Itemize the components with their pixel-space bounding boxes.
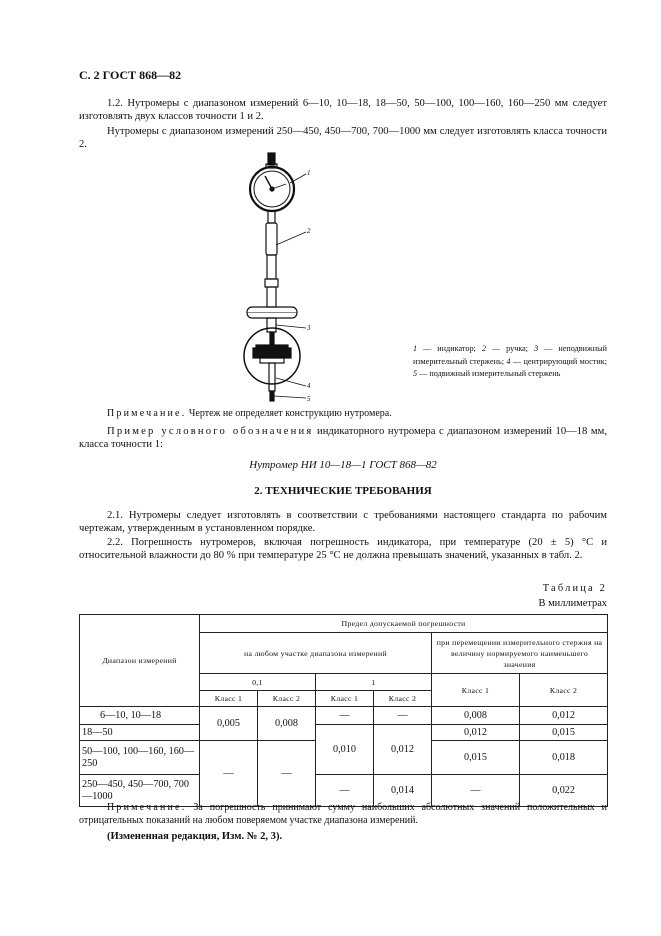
table-units: В миллиметрах: [538, 598, 607, 609]
row3-4-01-cls1: —: [200, 741, 258, 807]
designation: Нутромер НИ 10—18—1 ГОСТ 868—82: [249, 459, 437, 471]
example-paragraph: [79, 425, 607, 452]
header-move-class2: Класс 2: [520, 674, 608, 707]
row2-3-1-cls1: 0,010: [316, 725, 374, 775]
header-move-class1: Класс 1: [432, 674, 520, 707]
figure-label-3: 3: [307, 324, 311, 332]
header-move: при перемещении измерительного стержня на величину нормируемого наименьшего значения: [432, 633, 608, 674]
caption-text-5: — подвижный измерительный стержень: [417, 369, 561, 379]
note-1: [107, 407, 607, 420]
paragraph-1-2-b: Нутромеры с диапазоном измерений 250—450, 450—700, 700—1000 мм следует изготовлять класса точности 2.: [79, 126, 607, 151]
header-1: 1: [316, 674, 432, 691]
header-01-class1: Класс 1: [200, 691, 258, 707]
bore-gauge-drawing: [236, 148, 320, 406]
header-range: Диапазон измерений: [80, 615, 200, 707]
row2-3-1-cls2: 0,012: [374, 725, 432, 775]
caption-num-4: 4: [506, 356, 511, 366]
caption-text-3: — неподвижный измерительный стержень;: [413, 344, 607, 366]
caption-text-4: — центрирующий мостик;: [510, 356, 607, 366]
paragraph-1-2-a: 1.2. Нутромеры с диапазоном измерений 6—10, 10—18, 18—50, 50—100, 100—160, 160—250 мм следует изготовлять двух классов точности 1 и 2.: [79, 98, 607, 123]
page-header: С. 2 ГОСТ 868—82: [79, 68, 182, 82]
paragraph-2-1: 2.1. Нутромеры следует изготовлять в соответствии с требованиями настоящего стандарта по рабочим чертежам, утвержденным в установленном порядке.: [79, 510, 607, 535]
row2-move-cls1: 0,012: [432, 725, 520, 741]
row2-move-cls2: 0,015: [520, 725, 608, 741]
row4-1-cls1: —: [316, 775, 374, 807]
section-title: 2. ТЕХНИЧЕСКИЕ ТРЕБОВАНИЯ: [254, 485, 432, 497]
row3-4-01-cls2: —: [258, 741, 316, 807]
header-01-class2: Класс 2: [258, 691, 316, 707]
example-text: индикаторного нутромера с диапазоном измерений 10—18 мм, класса точности 1:: [79, 426, 607, 451]
row4-move-cls2: 0,022: [520, 775, 608, 807]
caption-num-1: 1: [413, 344, 418, 353]
header-limit: Предел допускаемой погрешности: [200, 615, 608, 633]
row1-2-01-cls1: 0,005: [200, 707, 258, 741]
row1-1-cls1: —: [316, 707, 374, 725]
row3-move-cls1: 0,015: [432, 741, 520, 775]
row2-range: 18—50: [80, 725, 200, 741]
figure-label-4: 4: [307, 382, 311, 390]
caption-text-2: — ручка;: [485, 344, 535, 353]
note-2-text: За погрешность принимают сумму наибольших абсолютных значений положительных и отрицательных показаний на любом поверяемом участке диапазона измерений.: [79, 802, 607, 827]
row3-range: 50—100, 100—160, 160—250: [80, 741, 200, 775]
figure-label-1: 1: [307, 169, 311, 177]
edition-note: (Измененная редакция, Изм. № 2, 3).: [107, 831, 283, 842]
figure-caption: [413, 343, 607, 381]
table-label: Таблица 2: [542, 583, 607, 594]
row4-range: 250—450, 450—700, 700—1000: [80, 775, 200, 807]
note-1-label: Примечание.: [107, 408, 187, 419]
example-label: Пример условного обозначения: [107, 426, 314, 437]
row4-1-cls2: 0,014: [374, 775, 432, 807]
paragraph-2-2: 2.2. Погрешность нутромеров, включая погрешность индикатора, при температуре (20 ± 5) °С и относительной влажности до 80 % при температуре 25 °С не должна превышать значений, указанных в табл. 2.: [79, 537, 607, 562]
row1-move-cls2: 0,012: [520, 707, 608, 725]
header-1-class2: Класс 2: [374, 691, 432, 707]
caption-num-5: 5: [413, 369, 418, 379]
caption-text-1: — индикатор;: [417, 344, 482, 353]
row1-2-01-cls2: 0,008: [258, 707, 316, 741]
row1-move-cls1: 0,008: [432, 707, 520, 725]
header-1-class1: Класс 1: [316, 691, 374, 707]
note-2-label: Примечание.: [107, 802, 187, 813]
note-2: [79, 801, 607, 828]
row4-move-cls1: —: [432, 775, 520, 807]
header-0-1: 0,1: [200, 674, 316, 691]
caption-num-2: 2: [481, 344, 486, 353]
row1-range: 6—10, 10—18: [80, 707, 200, 725]
header-any-section: на любом участке диапазона измерений: [200, 633, 432, 674]
figure-label-5: 5: [307, 395, 311, 403]
caption-num-3: 3: [534, 344, 539, 353]
row1-1-cls2: —: [374, 707, 432, 725]
row3-move-cls2: 0,018: [520, 741, 608, 775]
figure-label-2: 2: [307, 227, 311, 235]
error-limits-table: [79, 614, 608, 807]
note-1-text: Чертеж не определяет конструкцию нутромера.: [186, 408, 392, 419]
